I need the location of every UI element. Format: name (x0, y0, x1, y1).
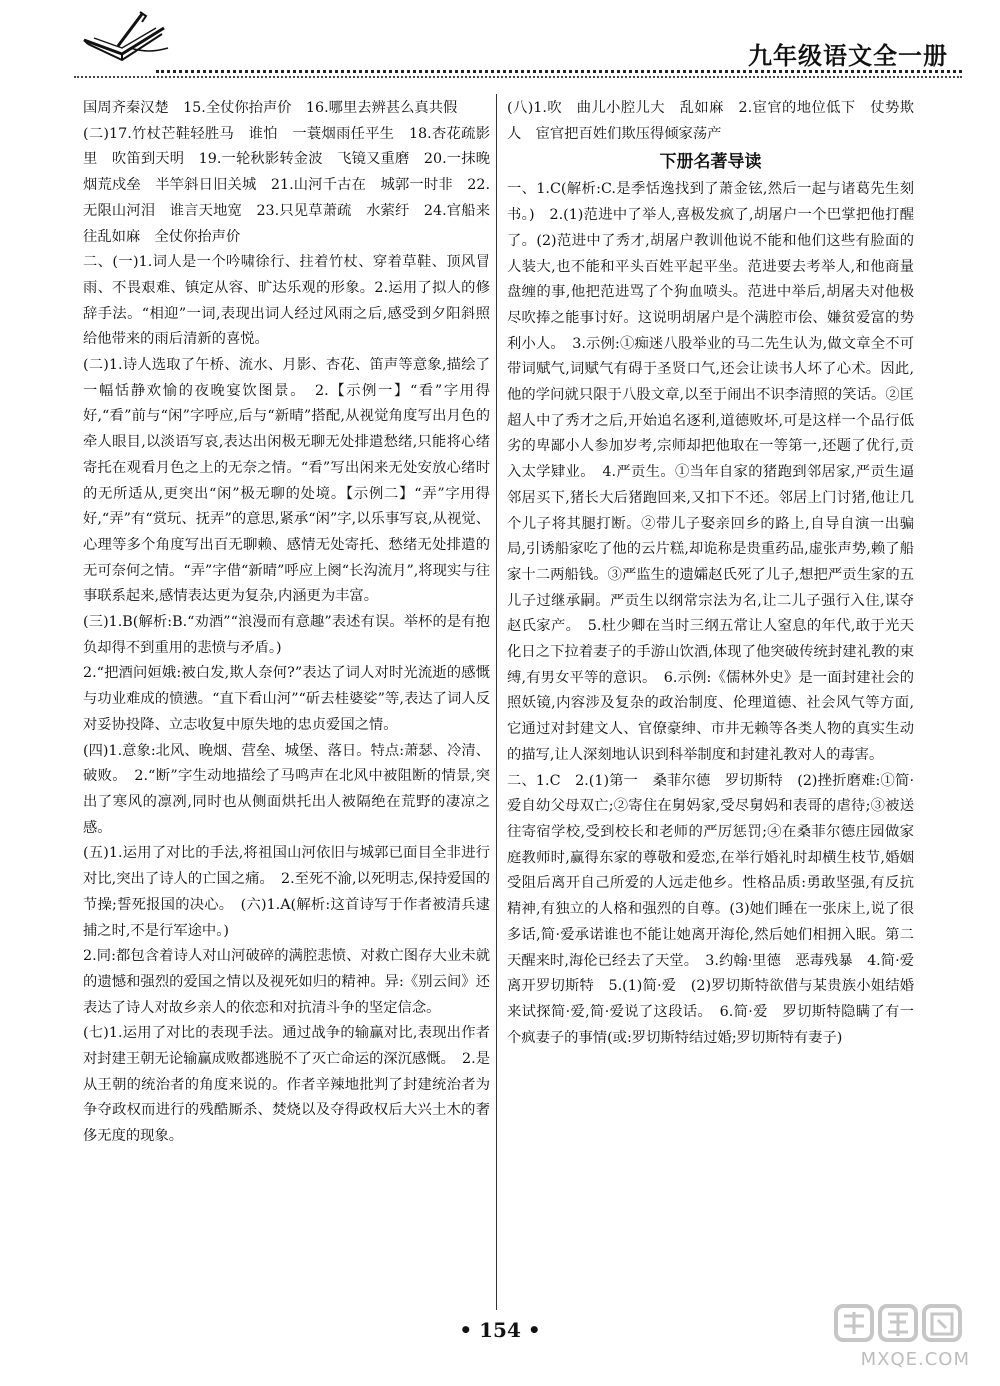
answer-paragraph: (四)1.意象:北风、晚烟、营垒、城堡、落日。特点:萧瑟、冷清、破败。 2.“断”字生动地描绘了马鸣声在北风中被阻断的情景,突出了寒风的凛冽,同时也从侧面烘托出人被隔绝在荒野的凄凉之感。 (83, 742, 490, 836)
page-number-value: 154 (479, 1318, 521, 1342)
watermark-text: MXQE.COM (860, 1349, 970, 1370)
answer-paragraph: (二)1.诗人选取了午桥、流水、月影、杏花、笛声等意象,描绘了一幅恬静欢愉的夜晚宴饮图景。 2.【示例一】“看”字用得好,“看”前与“闲”字呼应,后与“新晴”搭配,从视觉角度写出月色的牵人眼目,以淡语写哀,表达出闲极无聊无处排遣愁绪,只能将心绪寄托在观看月色之上的无奈之情。“看”写出闲来无处安放心绪时的无所适从,更突出“闲”极无聊的处境。【示例二】“弄”字用得好,“弄”有“赏玩、抚弄”的意思,紧承“闲”字,以乐事写哀,从视觉、心理等多个角度写出百无聊赖、感情无处寄托、愁绪无处排遣的无可奈何之情。“弄”字借“新晴”呼应上阕“长沟流月”,将现实与往事联系起来,感情表达更为复杂,内涵更为丰富。 (83, 357, 490, 605)
answer-paragraph: 二、(一)1.词人是一个吟啸徐行、拄着竹杖、穿着草鞋、顶风冒雨、不畏艰难、镇定从容、旷达乐观的形象。2.运用了拟人的修辞手法。“相迎”一词,表现出词人经过风雨之后,感受到夕阳斜照给他带来的雨后清新的喜悦。 (83, 254, 490, 348)
answer-paragraph: (五)1.运用了对比的手法,将祖国山河依旧与城郭已面目全非进行对比,突出了诗人的亡国之痛。 2.至死不渝,以死明志,保持爱国的节操;誓死报国的决心。 (六)1.A(解析:这首诗写于作者被清兵逮捕之时,不是行军途中。) (83, 845, 490, 939)
answer-paragraph: 一、1.C(解析:C.是季恬逸找到了萧金铉,然后一起与诸葛先生刻书。) 2.(1)范进中了举人,喜极发疯了,胡屠户一个巴掌把他打醒了。(2)范进中了秀才,胡屠户教训他说不能和他们这些有脸面的人装大,也不能和平头百姓平起平坐。范进要去考举人,和他商量盘缠的事,他把范进骂了个狗血喷头。范进中举后,胡屠夫对他极尽吹捧之能事讨好。这说明胡屠户是个满腔市侩、嫌贫爱富的势利小人。 3.示例:①痴迷八股举业的马二先生认为,做文章全不可带词赋气,词赋气有碍于圣贤口气,还会让读书人坏了心术。因此,他的学问就只限于八股文章,以至于闹出不识李清照的笑话。②匡超人中了秀才之后,开始追名逐利,道德败坏,可是这样一个品行低劣的卑鄙小人参加岁考,宗师却把他取在一等第一,还题了优行,贡入太学肄业。 4.严贡生。①当年自家的猪跑到邻居家,严贡生逼邻居买下,猪长大后猪跑回来,又扣下不还。邻居上门讨猪,他让几个儿子将其腿打断。②带儿子娶亲回乡的路上,自导自演一出骗局,引诱船家吃了他的云片糕,却诡称是贵重药品,虚张声势,赖了船家十二两船钱。③严监生的遗孀赵氏死了儿子,想把严贡生家的五儿子过继承嗣。严贡生以纲常宗法为名,让二儿子强行入住,谋夺赵氏家产。 5.杜少卿在当时三纲五常让人窒息的年代,敢于光天化日之下拉着妻子的手游山饮酒,体现了他突破传统封建礼教的束缚,有男女平等的意识。 6.示例:《儒林外史》是一面封建社会的照妖镜,内容涉及复杂的政治制度、伦理道德、社会风气等方面,它通过对封建文人、官僚豪绅、市井无赖等各类人物的真实生动的描写,让人深刻地认识到科举制度和封建礼教对人的毒害。 (507, 181, 914, 763)
left-column (83, 96, 490, 1150)
header-divider-secondary (74, 76, 962, 78)
book-title: 九年级语文全一册 (748, 42, 948, 70)
section-title: 下册名著导读 (659, 152, 762, 173)
answer-paragraph: (八)1.吹 曲儿小腔儿大 乱如麻 2.宦官的地位低下 仗势欺人 宦官把百姓们欺压得倾家荡产 (507, 100, 914, 142)
page-number-dot: • (527, 1318, 541, 1342)
page-header (0, 0, 1000, 80)
answer-paragraph: 国周齐秦汉楚 15.全仗你抬声价 16.哪里去辨甚么真共假 (83, 100, 458, 116)
right-column (507, 96, 929, 1051)
page-number-dot: • (459, 1318, 473, 1342)
watermark (834, 1302, 978, 1370)
answer-paragraph: 二、1.C 2.(1)第一 桑菲尔德 罗切斯特 (2)挫折磨难:①简·爱自幼父母双亡;②寄住在舅妈家,受尽舅妈和表哥的虐待;③被送往寄宿学校,受到校长和老师的严厉惩罚;④在桑菲尔德庄园做家庭教师时,赢得东家的尊敬和爱恋,在举行婚礼时却横生枝节,婚姻受阻后离开自己所爱的人远走他乡。性格品质:勇敢坚强,有反抗精神,有独立的人格和强烈的自尊。(3)她们睡在一张床上,说了很多话,简·爱承诺谁也不能让她离开海伦,然后她们相拥入眠。第二天醒来时,海伦已经去了天堂。 3.约翰·里德 恶毒残暴 4.简·爱 离开罗切斯特 5.(1)简·爱 (2)罗切斯特欲借与某贵族小姐结婚来试探简·爱,简·爱说了这段话。 6.简·爱 罗切斯特隐瞒了有一个疯妻子的事情(或:罗切斯特结过婚;罗切斯特有妻子) (507, 772, 929, 1046)
column-divider (496, 94, 497, 1310)
watermark-logo (834, 1302, 978, 1346)
answer-paragraph: (三)1.B(解析:B.“劝酒”“浪漫而有意趣”表述有误。举杯的是有抱负却得不到重用的悲愤与矛盾。) (83, 614, 490, 656)
answer-paragraph: (二)17.竹杖芒鞋轻胜马 谁怕 一蓑烟雨任平生 18.杏花疏影里 吹笛到天明 19.一轮秋影转金波 飞镜又重磨 20.一抹晚烟荒戍垒 半竿斜日旧关城 21.山河千古在 城郭一时非 22.无限山河泪 谁言天地宽 23.只见草萧疏 水萦纡 24.官船来往乱如麻 全仗你抬声价 (83, 125, 490, 245)
book-pen-icon (78, 10, 170, 68)
answer-paragraph: 2.“把酒问姮娥:被白发,欺人奈何?”表达了词人对时光流逝的感慨与功业难成的愤懑。“直下看山河”“斫去桂婆娑”等,表达了词人反对妥协投降、立志收复中原失地的忠贞爱国之情。 (83, 665, 490, 733)
header-divider (156, 70, 962, 73)
answer-paragraph: (七)1.运用了对比的表现手法。通过战争的输赢对比,表现出作者对封建王朝无论输赢成败都逃脱不了灭亡命运的深沉感慨。 2.是从王朝的统治者的角度来说的。作者辛辣地批判了封建统治者为争夺政权而进行的残酷厮杀、焚烧以及夺得政权后大兴土木的奢侈无度的现象。 (83, 1025, 490, 1145)
answer-paragraph: 2.同:都包含着诗人对山河破碎的满腔悲愤、对救亡图存大业未就的遗憾和强烈的爱国之情以及视死如归的精神。异:《别云间》还表达了诗人对故乡亲人的依恋和对抗清斗争的坚定信念。 (83, 948, 490, 1016)
